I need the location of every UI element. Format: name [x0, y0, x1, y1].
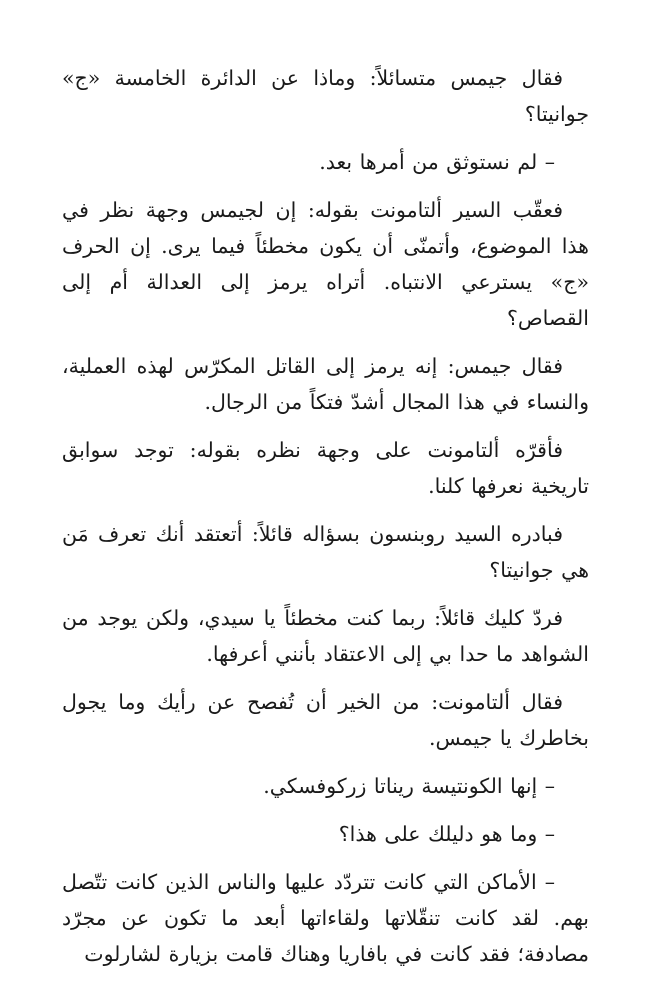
paragraph-altamont-comment: فعقّب السير ألتامونت بقوله: إن لجيمس وجهة نظر في هذا الموضوع، وأتمنّى أن يكون مخطئاً فيما يرى. إن الحرف «ج» يسترعي الانتباه. أتراه يرمز إلى العدالة أم إلى القصاص؟	[62, 198, 589, 330]
paragraph-altamont-invites: فقال ألتامونت: من الخير أن تُفصح عن رأيك وما يجول بخاطرك يا جيمس.	[62, 690, 589, 750]
paragraph-not-verified: – لم نستوثق من أمرها بعد.	[319, 150, 555, 174]
paragraph-james-killer: فقال جيمس: إنه يرمز إلى القاتل المكرّس لهذه العملية، والنساء في هذا المجال أشدّ فتكاً من الرجال.	[62, 354, 589, 414]
paragraph-countess-name: – إنها الكونتيسة ريناتا زركوفسكي.	[263, 774, 555, 798]
paragraph-places-visited: – الأماكن التي كانت تتردّد عليها والناس الذين كانت تتّصل بهم. لقد كانت تنقّلاتها ولقاءاتها أبعد ما تكون عن مجرّد مصادفة؛ فقد كانت في بافاريا وهناك قامت بزيارة لشارلوت	[62, 870, 589, 966]
paragraph-james-asks-juanita: فقال جيمس متسائلاً: وماذا عن الدائرة الخامسة «ج» جوانيتا؟	[62, 66, 589, 126]
paragraph-evidence-question: – وما هو دليلك على هذا؟	[338, 822, 555, 846]
paragraph-click-reply: فردّ كليك قائلاً: ربما كنت مخطئاً يا سيدي، ولكن يوجد من الشواهد ما حدا بي إلى الاعتقاد بأنني أعرفها.	[62, 606, 589, 666]
paragraph-altamont-agrees: فأقرّه ألتامونت على وجهة نظره بقوله: توجد سوابق تاريخية نعرفها كلنا.	[62, 438, 589, 498]
paragraph-robinson-question: فبادره السيد روبنسون بسؤاله قائلاً: أتعتقد أنك تعرف مَن هي جوانيتا؟	[62, 522, 589, 582]
